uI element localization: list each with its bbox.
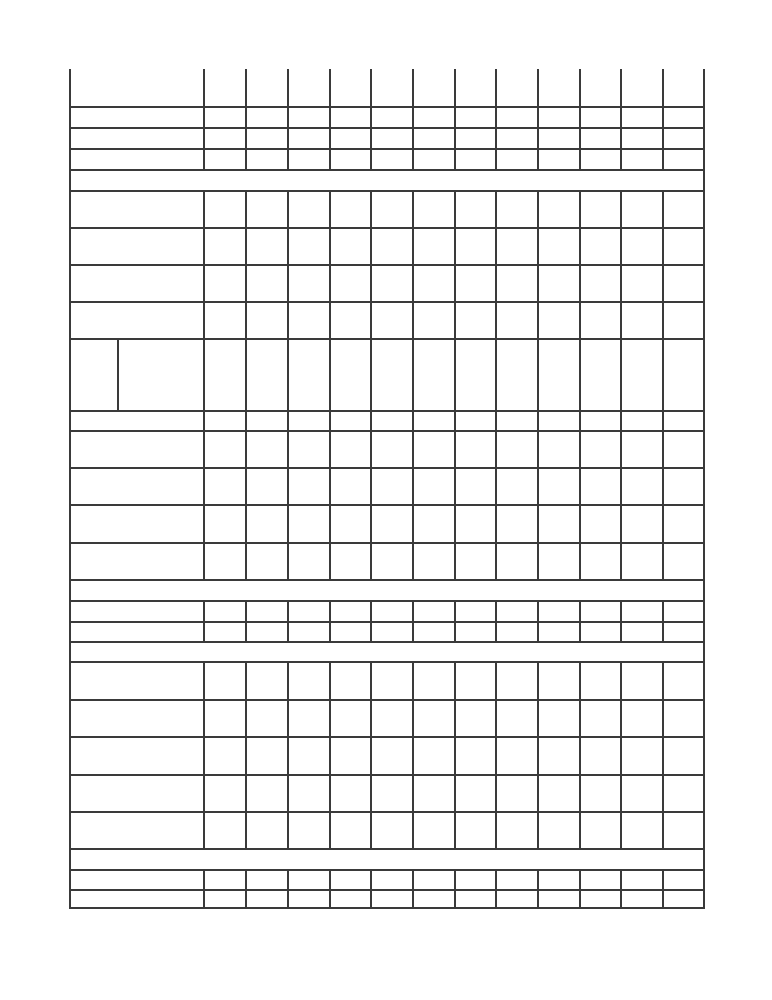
- grid-lines: [70, 70, 704, 908]
